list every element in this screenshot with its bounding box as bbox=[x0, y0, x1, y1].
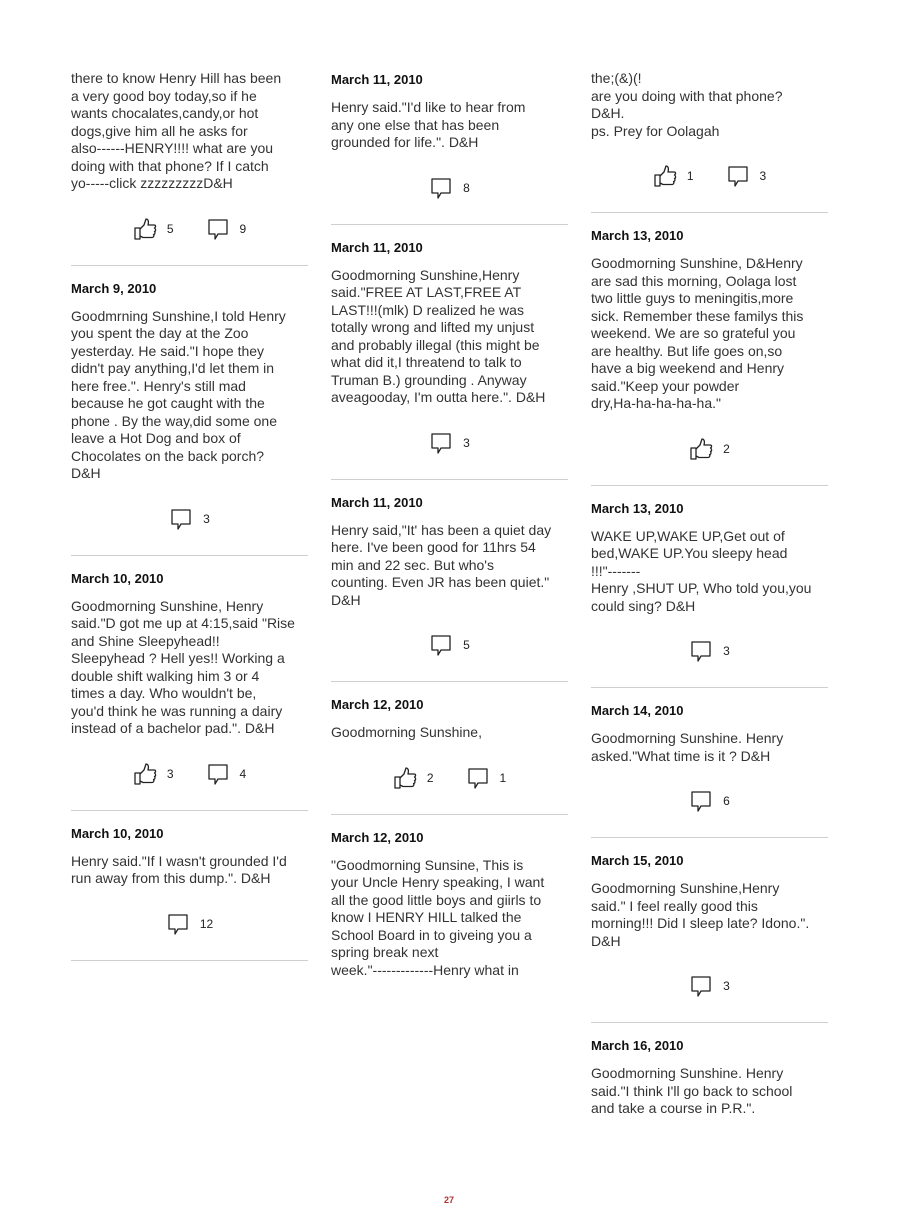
post bbox=[591, 853, 828, 1023]
post-date: March 12, 2010 bbox=[331, 829, 424, 845]
post-text: Goodmorning Sunshine, Henry said."D got me up at 4:15,said "Rise and Shine Sleepyhead!! Sleepyhead ? Hell yes!! Working a double shift walking him 3 or 4 times a day. Who wouldn't be, you'd think he was running a dairy instead of a bachelor pad.". D&H bbox=[71, 597, 295, 736]
speech-bubble-icon bbox=[206, 217, 230, 241]
post-date: March 16, 2010 bbox=[591, 1038, 684, 1053]
post-date: March 9, 2010 bbox=[71, 280, 157, 296]
post-stats bbox=[331, 742, 568, 814]
post-stats bbox=[71, 193, 308, 265]
post-stats bbox=[591, 413, 828, 485]
thumbs-up-icon bbox=[393, 766, 417, 790]
post bbox=[591, 228, 828, 486]
speech-bubble-icon bbox=[689, 789, 713, 813]
speech-bubble-icon bbox=[429, 431, 453, 455]
like-button[interactable] bbox=[133, 762, 174, 786]
post bbox=[591, 501, 828, 689]
like-count: 2 bbox=[723, 441, 730, 456]
comment-button[interactable] bbox=[689, 639, 730, 663]
post-text: Goodmorning Sunshine,Henry said." I feel really good this morning!!! Did I sleep late? Idono.". D&H bbox=[591, 880, 810, 949]
post-date: March 10, 2010 bbox=[71, 570, 164, 586]
post-stats bbox=[591, 950, 828, 1022]
comment-button[interactable] bbox=[466, 766, 507, 790]
column-3 bbox=[591, 70, 828, 1118]
like-count: 3 bbox=[166, 766, 174, 781]
comment-button[interactable] bbox=[169, 507, 210, 531]
post-text: Goodmrning Sunshine,I told Henry you spent the day at the Zoo yesterday. He said."I hope they didn't pay anything,I'd let them in here free.". Henry's still mad because he got caught with the phone . By the way,did some one leave a Hot Dog and box of Chocolates on the back porch? D&H bbox=[71, 307, 286, 481]
thumbs-up-icon bbox=[689, 437, 713, 461]
post-text: Goodmorning Sunshine. Henry asked."What time is it ? D&H bbox=[591, 730, 784, 764]
post-text: "Goodmorning Sunsine, This is your Uncle Henry speaking, I want all the good little boys and giirls to know I HENRY HILL talked the School Board in to giveing you a spring break next week."-------------Henry what in bbox=[331, 856, 545, 978]
like-button[interactable] bbox=[133, 217, 174, 241]
post-date: March 13, 2010 bbox=[591, 228, 684, 243]
like-count: 2 bbox=[426, 770, 434, 785]
post-date: March 11, 2010 bbox=[331, 494, 423, 510]
post-text: Henry said."I'd like to hear from any one else that has been grounded for life.". D&H bbox=[331, 99, 526, 150]
post-date: March 11, 2010 bbox=[331, 72, 423, 87]
post-date: March 12, 2010 bbox=[331, 697, 424, 712]
post-text: Henry said,"It' has been a quiet day here. I've been good for 11hrs 54 min and 22 sec. But who's counting. Even JR has been quiet." D&H bbox=[331, 521, 552, 608]
comment-count: 9 bbox=[239, 221, 247, 236]
post-stats bbox=[591, 615, 828, 687]
column-2 bbox=[331, 70, 568, 979]
comment-button[interactable] bbox=[429, 431, 470, 455]
post-stats bbox=[591, 765, 828, 837]
comment-count: 3 bbox=[203, 511, 210, 526]
post-text: WAKE UP,WAKE UP,Get out of bed,WAKE UP.You sleepy head !!!"------- Henry ,SHUT UP, Who told you,you could sing? D&H bbox=[591, 527, 812, 614]
post-text: Goodmorning Sunshine,Henry said."FREE AT LAST,FREE AT LAST!!!(mlk) D realized he was totally wrong and lifted my unjust and probably illegal (this might be what did it,I threatend to talk to Truman B.) grounding . Anyway aveagooday, I'm outta here.". D&H bbox=[331, 266, 546, 405]
speech-bubble-icon bbox=[726, 164, 750, 188]
post bbox=[71, 571, 308, 811]
speech-bubble-icon bbox=[169, 507, 193, 531]
comment-button[interactable] bbox=[689, 974, 730, 998]
post-stats bbox=[331, 152, 568, 224]
comment-button[interactable] bbox=[726, 164, 767, 188]
comment-count: 3 bbox=[723, 979, 730, 993]
like-button[interactable] bbox=[653, 164, 694, 188]
post bbox=[71, 826, 308, 961]
post-stats bbox=[331, 407, 568, 479]
like-count: 5 bbox=[166, 221, 174, 236]
post-stats bbox=[71, 738, 308, 810]
speech-bubble-icon bbox=[429, 176, 453, 200]
post bbox=[331, 72, 568, 225]
speech-bubble-icon bbox=[689, 639, 713, 663]
post-stats bbox=[331, 609, 568, 681]
speech-bubble-icon bbox=[466, 766, 490, 790]
comment-count: 6 bbox=[723, 794, 730, 808]
speech-bubble-icon bbox=[166, 912, 190, 936]
post bbox=[331, 830, 568, 980]
post-text: the;(&)(! are you doing with that phone? D&H. ps. Prey for Oolagah bbox=[591, 70, 783, 139]
like-count: 1 bbox=[686, 169, 694, 183]
comment-count: 3 bbox=[463, 435, 470, 450]
like-button[interactable] bbox=[689, 437, 730, 461]
like-button[interactable] bbox=[393, 766, 434, 790]
comment-button[interactable] bbox=[429, 633, 470, 657]
post-date: March 13, 2010 bbox=[591, 500, 684, 516]
post bbox=[331, 240, 568, 480]
post-text: Goodmorning Sunshine, bbox=[331, 724, 482, 740]
post bbox=[591, 1038, 828, 1118]
post bbox=[591, 70, 828, 213]
post bbox=[71, 70, 308, 266]
speech-bubble-icon bbox=[206, 762, 230, 786]
comment-button[interactable] bbox=[689, 789, 730, 813]
speech-bubble-icon bbox=[429, 633, 453, 657]
post-stats bbox=[591, 140, 828, 212]
post-text: there to know Henry Hill has been a very good boy today,so if he wants chocalates,candy,or hot dogs,give him all he asks for also------HENRY!!!! what are you doing with that phone? If I catch yo-----click zzzzzzzzzD&H bbox=[71, 70, 282, 191]
comment-count: 8 bbox=[463, 180, 470, 195]
post bbox=[591, 703, 828, 838]
comment-count: 5 bbox=[463, 638, 470, 652]
comment-count: 3 bbox=[759, 169, 767, 183]
post bbox=[331, 697, 568, 815]
column-1 bbox=[71, 70, 308, 961]
comment-button[interactable] bbox=[206, 217, 247, 241]
post bbox=[331, 495, 568, 683]
comment-count: 3 bbox=[723, 644, 730, 658]
comment-button[interactable] bbox=[166, 912, 213, 936]
post-text: Goodmorning Sunshine. Henry said."I think I'll go back to school and take a course in P.R.". bbox=[591, 1065, 793, 1116]
post-date: March 10, 2010 bbox=[71, 825, 164, 841]
thumbs-up-icon bbox=[133, 217, 157, 241]
thumbs-up-icon bbox=[653, 164, 677, 188]
thumbs-up-icon bbox=[133, 762, 157, 786]
post-stats bbox=[71, 888, 308, 960]
post-date: March 14, 2010 bbox=[591, 703, 684, 718]
post-date: March 11, 2010 bbox=[331, 239, 423, 255]
comment-count: 4 bbox=[239, 766, 247, 781]
post-stats bbox=[71, 483, 308, 555]
post-text: Henry said."If I wasn't grounded I'd run away from this dump.". D&H bbox=[71, 852, 287, 886]
comment-count: 12 bbox=[199, 916, 214, 931]
comment-count: 1 bbox=[499, 770, 507, 785]
comment-button[interactable] bbox=[206, 762, 247, 786]
post bbox=[71, 281, 308, 556]
post-text: Goodmorning Sunshine, D&Henry are sad this morning, Oolaga lost two little guys to meningitis,more sick. Remember these familys this weekend. We are so grateful you are healthy. But life goes on,so have a big weekend and Henry said."Keep your powder dry,Ha-ha-ha-ha-ha." bbox=[591, 255, 804, 411]
page-number: 27 bbox=[443, 1195, 454, 1205]
speech-bubble-icon bbox=[689, 974, 713, 998]
comment-button[interactable] bbox=[429, 176, 470, 200]
post-date: March 15, 2010 bbox=[591, 853, 684, 868]
